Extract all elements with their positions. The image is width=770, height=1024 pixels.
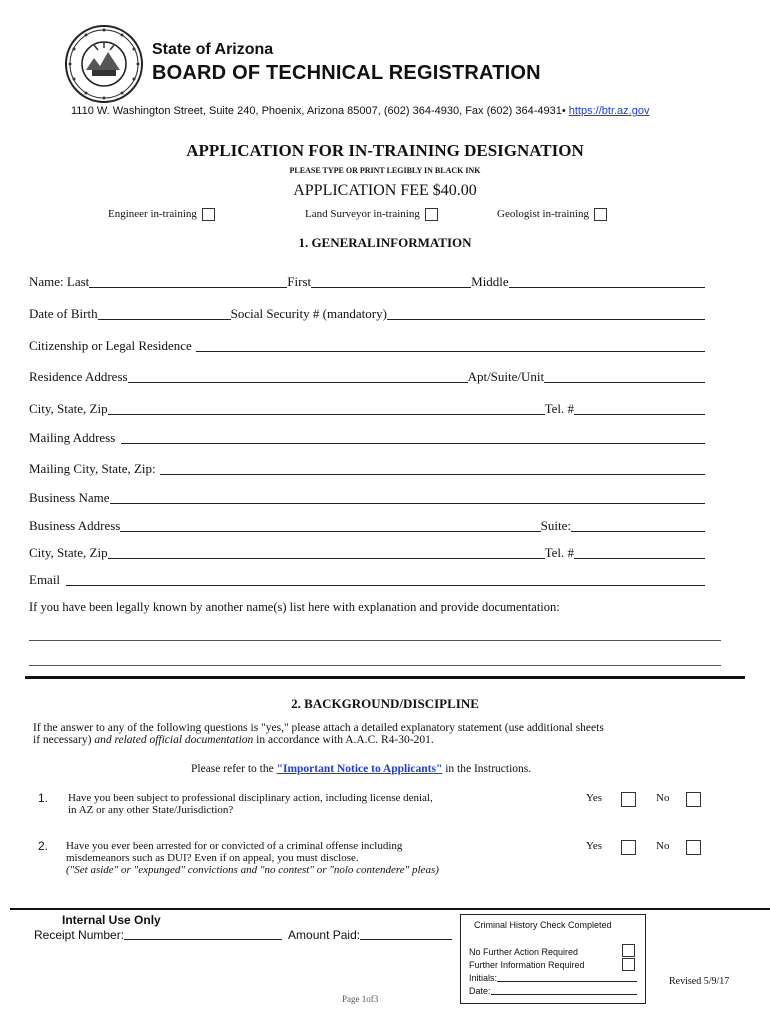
dob-row <box>29 306 705 322</box>
section2-heading: 2. BACKGROUND/DISCIPLINE <box>291 696 479 711</box>
residence-row <box>29 369 705 385</box>
q2-yes-label: Yes <box>586 840 603 852</box>
q1-line-1: Have you been subject to professional disciplinary action, including license denial, <box>68 792 433 804</box>
initials-row <box>469 973 637 983</box>
q2-no-checkbox[interactable] <box>686 840 701 855</box>
intro-post: in accordance with A.A.C. R4-30-201. <box>256 734 434 746</box>
fir-checkbox[interactable] <box>622 958 635 971</box>
intro-pre: if necessary) <box>33 734 92 746</box>
receipt-label: Receipt Number: <box>34 928 125 942</box>
q1-no-checkbox[interactable] <box>686 792 701 807</box>
page-number: Page 1of3 <box>342 994 379 1004</box>
website-link[interactable]: https://btr.az.gov <box>568 105 650 117</box>
business-name-row <box>29 490 705 506</box>
q1-no-label: No <box>656 792 670 804</box>
business-address-input[interactable] <box>120 530 540 532</box>
name-first-label: First <box>287 274 312 289</box>
q1-yes-label: Yes <box>586 792 603 804</box>
business-tel-input[interactable] <box>574 557 705 559</box>
apt-input[interactable] <box>544 381 705 383</box>
ssn-input[interactable] <box>387 318 705 320</box>
application-fee: APPLICATION FEE $40.00 <box>293 182 477 199</box>
internal-heading: Internal Use Only <box>62 913 161 927</box>
citizenship-input[interactable] <box>196 350 705 352</box>
surveyor-checkbox[interactable] <box>425 208 438 221</box>
name-last-label: Name: Last <box>29 274 90 289</box>
name-row <box>29 274 705 290</box>
nfa-checkbox[interactable] <box>622 944 635 957</box>
city-input[interactable] <box>108 413 545 415</box>
business-name-input[interactable] <box>110 502 705 504</box>
mailing-city-input[interactable] <box>160 473 705 475</box>
citizenship-row <box>29 338 705 354</box>
state-name: State of Arizona <box>152 41 274 58</box>
mailing-city-label: Mailing City, State, Zip: <box>29 461 156 476</box>
section1-heading: 1. GENERALINFORMATION <box>298 235 472 250</box>
tel-input[interactable] <box>574 413 705 415</box>
mailing-row <box>29 430 705 446</box>
date-label: Date: <box>469 986 491 996</box>
designation-surveyor <box>305 208 438 221</box>
address-text: 1110 W. Washington Street, Suite 240, Phoenix, Arizona 85007, (602) 364-4930, Fax (602) 364-4931• <box>71 105 566 117</box>
initials-input[interactable] <box>497 981 637 982</box>
business-name-label: Business Name <box>29 490 110 505</box>
q2-number: 2. <box>38 839 49 853</box>
suite-input[interactable] <box>571 530 705 532</box>
ssn-label: Social Security # (mandatory) <box>230 306 387 321</box>
receipt-row <box>34 928 452 942</box>
refer-notice <box>191 763 531 775</box>
section-divider <box>25 676 745 679</box>
email-row <box>29 572 705 588</box>
date-row <box>469 986 637 996</box>
residence-input[interactable] <box>128 381 468 383</box>
designation-label: Engineer in-training <box>108 208 197 221</box>
mailing-city-row <box>29 461 705 477</box>
mailing-input[interactable] <box>121 442 705 444</box>
designation-engineer <box>108 208 215 221</box>
board-name: BOARD OF TECHNICAL REGISTRATION <box>152 62 541 84</box>
arizona-seal-icon <box>64 24 144 104</box>
q2-line-1: Have you ever been arrested for or convicted of a criminal offense including <box>66 840 403 852</box>
business-address-row <box>29 518 705 534</box>
mailing-label: Mailing Address <box>29 430 116 445</box>
board-address <box>71 105 649 117</box>
fir-label: Further Information Required <box>469 960 585 970</box>
important-notice-link[interactable]: "Important Notice to Applicants" <box>276 763 443 775</box>
q2-text <box>66 840 439 876</box>
business-address-label: Business Address <box>29 518 121 533</box>
business-city-label: City, State, Zip <box>29 545 108 560</box>
city-row <box>29 401 705 417</box>
citizenship-label: Citizenship or Legal Residence <box>29 338 192 353</box>
business-tel-label: Tel. # <box>544 545 574 560</box>
q2-no-label: No <box>656 840 670 852</box>
q2-line-2: misdemeanors such as DUI? Even if on appeal, you must disclose. <box>66 852 359 864</box>
designation-label: Geologist in-training <box>497 208 589 221</box>
nfa-label: No Further Action Required <box>469 947 579 957</box>
q1-text <box>68 792 433 816</box>
date-input[interactable] <box>491 994 637 995</box>
section2-intro <box>33 722 733 746</box>
middle-name-input[interactable] <box>509 286 705 288</box>
amount-label: Amount Paid: <box>288 928 361 942</box>
dob-input[interactable] <box>98 318 231 320</box>
initials-label: Initials: <box>469 973 498 983</box>
q1-yes-checkbox[interactable] <box>621 792 636 807</box>
q1-line-2: in AZ or any other State/Jurisdiction? <box>68 804 234 816</box>
intro-line-2 <box>33 734 733 746</box>
suite-label: Suite: <box>540 518 571 533</box>
intro-line-1: If the answer to any of the following questions is "yes," please attach a detailed explanatory statement (use additional sheets <box>33 722 604 734</box>
email-input[interactable] <box>66 584 705 586</box>
engineer-checkbox[interactable] <box>202 208 215 221</box>
q1-number: 1. <box>38 791 49 805</box>
other-names-line-2[interactable] <box>29 665 721 666</box>
other-names-prompt: If you have been legally known by another name(s) list here with explanation and provide documentation: <box>29 600 560 614</box>
intro-italic: and related official documentation <box>94 734 254 746</box>
designation-geologist <box>497 208 607 221</box>
residence-label: Residence Address <box>29 369 128 384</box>
receipt-input[interactable] <box>124 939 282 940</box>
city-label: City, State, Zip <box>29 401 108 416</box>
form-subtitle: PLEASE TYPE OR PRINT LEGIBLY IN BLACK INK <box>289 166 481 175</box>
refer-post: in the Instructions. <box>445 763 532 775</box>
refer-pre: Please refer to the <box>191 763 274 775</box>
business-city-row <box>29 545 705 561</box>
tel-label: Tel. # <box>544 401 574 416</box>
dob-label: Date of Birth <box>29 306 98 321</box>
apt-label: Apt/Suite/Unit <box>467 369 545 384</box>
email-label: Email <box>29 572 61 587</box>
name-middle-label: Middle <box>471 274 509 289</box>
other-names-line-1[interactable] <box>29 640 721 641</box>
panel-title: Criminal History Check Completed <box>474 920 612 930</box>
revision-date: Revised 5/9/17 <box>669 976 730 987</box>
last-name-input[interactable] <box>89 286 287 288</box>
business-city-input[interactable] <box>108 557 545 559</box>
q2-yes-checkbox[interactable] <box>621 840 636 855</box>
amount-input[interactable] <box>360 939 452 940</box>
internal-divider <box>10 908 770 910</box>
q2-line-3: ("Set aside" or "expunged" convictions and "no contest" or "nolo contendere" pleas) <box>66 864 439 876</box>
first-name-input[interactable] <box>311 286 471 288</box>
geologist-checkbox[interactable] <box>594 208 607 221</box>
designation-label: Land Surveyor in-training <box>305 208 420 221</box>
criminal-history-panel <box>460 914 646 1004</box>
form-title: APPLICATION FOR IN-TRAINING DESIGNATION <box>186 141 584 160</box>
